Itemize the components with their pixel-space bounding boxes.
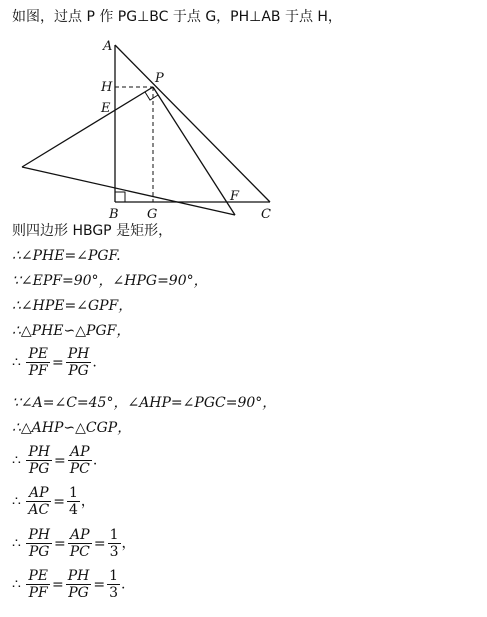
fraction-ph-pg: $\frac{PH}{PG}$ [67, 568, 90, 601]
fraction-ap-pc: $\frac{AP}{PC}$ [69, 527, 90, 560]
step-6-prefix: ∴ [12, 354, 21, 371]
fraction-ph-pg: $\frac{PH}{PG}$ [28, 527, 51, 560]
fraction-pe-pf: $\frac{PE}{PF}$ [28, 568, 49, 601]
label-b: B [109, 207, 119, 222]
step-3: ∵∠EPF=90°，∠HPG=90°， [12, 273, 208, 289]
segment-l-d [22, 167, 235, 215]
segment-l-p [22, 87, 153, 167]
step-11-prefix: ∴ [12, 535, 21, 552]
fraction-ap-ac: $\frac{AP}{AC}$ [28, 485, 50, 518]
step-12-prefix: ∴ [12, 576, 21, 593]
step-6: ∴ $\frac{PE}{PF}$ = $\frac{PH}{PG}$ . [12, 346, 97, 379]
fraction-1-3: $\frac{1}{3}$ [109, 527, 119, 560]
fraction-ph-pg: $\frac{PH}{PG}$ [28, 444, 51, 477]
step-7: ∵∠A=∠C=45°，∠AHP=∠PGC=90°， [12, 395, 277, 411]
step-2: ∴∠PHE=∠PGF. [12, 248, 121, 264]
label-g: G [147, 207, 158, 222]
step-9-prefix: ∴ [12, 452, 21, 469]
label-c: C [261, 207, 271, 222]
step-10-prefix: ∴ [12, 493, 21, 510]
right-angle-mark-b [115, 192, 125, 202]
step-10: ∴ $\frac{AP}{AC}$ = $\frac{1}{4}$ ， [12, 485, 95, 518]
segment-p-d [153, 87, 235, 215]
step-5: ∴△PHE∽△PGF， [12, 323, 131, 339]
step-9: ∴ $\frac{PH}{PG}$ = $\frac{AP}{PC}$ . [12, 444, 98, 477]
label-f: F [230, 189, 240, 204]
label-e: E [101, 101, 111, 116]
fraction-1-3: $\frac{1}{3}$ [109, 568, 119, 601]
step-11: ∴ $\frac{PH}{PG}$ = $\frac{AP}{PC}$ = $\frac{1}{3}$ ， [12, 527, 136, 560]
step-8: ∴△AHP∽△CGP， [12, 420, 132, 436]
intro-text: 如图，过点 P 作 PG⊥BC 于点 G，PH⊥AB 于点 H， [12, 9, 342, 25]
step-4: ∴∠HPE=∠GPF， [12, 298, 133, 314]
label-p: P [155, 71, 164, 86]
label-h: H [101, 80, 113, 95]
step-12: ∴ $\frac{PE}{PF}$ = $\frac{PH}{PG}$ = $\frac{1}{3}$ . [12, 568, 126, 601]
segment-ac [115, 45, 270, 202]
fraction-ap-pc: $\frac{AP}{PC}$ [69, 444, 90, 477]
fraction-pe-pf: $\frac{PE}{PF}$ [28, 346, 49, 379]
fraction-ph-pg: $\frac{PH}{PG}$ [67, 346, 90, 379]
right-angle-mark-p [145, 92, 158, 100]
step-1: 则四边形 HBGP 是矩形， [12, 223, 173, 239]
fraction-1-4: $\frac{1}{4}$ [68, 485, 78, 518]
label-a: A [103, 39, 113, 54]
